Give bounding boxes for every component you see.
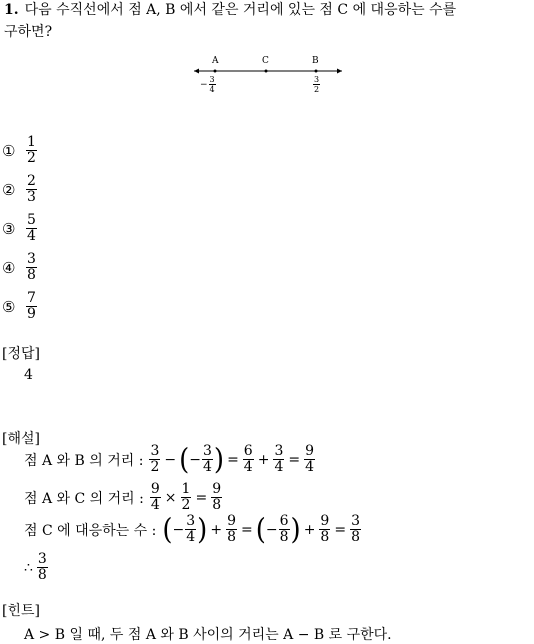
question-text-1: 다음 수직선에서 점 A, B 에서 같은 거리에 있는 점 C 에 대응하는 수를: [24, 2, 457, 18]
frac-den: 4: [186, 529, 196, 545]
frac-3-4: [273, 444, 284, 475]
frac-9-8: [319, 514, 330, 545]
point-a-fraction: [209, 75, 216, 94]
option-3[interactable]: [2, 213, 38, 244]
plus-sign: +: [257, 451, 270, 468]
option-1-den: 2: [27, 150, 36, 166]
frac-num: 3: [274, 443, 284, 459]
frac-9-8: [226, 514, 237, 545]
frac-num: 9: [320, 513, 330, 529]
point-c-dot: [265, 70, 268, 73]
point-b-dot: [315, 70, 318, 73]
frac-9-8: [211, 482, 222, 513]
left-arrow-icon: [194, 69, 199, 74]
frac-3-8: [37, 552, 48, 583]
point-b-fraction: [313, 75, 320, 94]
option-2[interactable]: [2, 174, 38, 205]
frac-num: 1: [181, 481, 191, 497]
frac-den: 8: [227, 529, 236, 545]
point-a-num: 3: [209, 75, 215, 84]
frac-3-8: [350, 514, 361, 545]
point-a-label: A: [212, 56, 219, 66]
frac-den: 8: [279, 529, 289, 545]
frac-6-4: [243, 444, 254, 475]
point-b-den: 2: [314, 85, 320, 94]
frac-num: 9: [305, 443, 315, 459]
option-3-den: 4: [27, 228, 36, 244]
option-3-fraction: [26, 213, 37, 244]
equals-sign: =: [195, 489, 208, 506]
frac-num: 3: [351, 513, 360, 529]
option-4-num: 3: [27, 251, 36, 267]
frac-num: 3: [37, 551, 47, 567]
right-arrow-icon: [337, 69, 342, 74]
option-2-fraction: [26, 174, 37, 205]
frac-3-4: [202, 444, 213, 475]
frac-1-2: [181, 482, 192, 513]
solution-line-4: [24, 552, 49, 583]
option-2-num: 2: [27, 173, 36, 189]
frac-den: 8: [351, 529, 360, 545]
frac-num: 3: [202, 443, 212, 459]
equals-sign: =: [334, 521, 347, 538]
solution-line-1-prefix: 점 A 와 B 의 거리 :: [24, 452, 144, 469]
option-3-num: 5: [27, 212, 36, 228]
solution-line-2-prefix: 점 A 와 C 의 거리 :: [24, 490, 144, 507]
left-paren: (: [179, 443, 190, 476]
solution-line-1: [24, 444, 316, 475]
right-paren: ): [290, 513, 301, 546]
frac-9-4: [304, 444, 315, 475]
frac-den: 8: [37, 567, 47, 583]
frac-den: 4: [305, 459, 315, 475]
frac-den: 2: [150, 459, 160, 475]
frac-den: 2: [181, 497, 191, 513]
right-paren: ): [213, 443, 225, 476]
right-paren: ): [197, 513, 208, 546]
frac-3-2: [149, 444, 160, 475]
frac-num: 9: [150, 481, 160, 497]
left-paren: (: [255, 513, 266, 546]
left-paren: (: [162, 513, 173, 546]
option-2-mark: ②: [2, 180, 16, 199]
frac-9-4: [150, 482, 161, 513]
frac-den: 4: [150, 497, 160, 513]
therefore-icon: ∴: [24, 559, 33, 576]
frac-num: 6: [279, 513, 289, 529]
point-b-value: [312, 75, 321, 94]
option-5-fraction: [26, 291, 37, 322]
equals-sign: =: [288, 451, 301, 468]
point-b-num: 3: [314, 75, 320, 84]
option-1-num: 1: [27, 134, 36, 150]
frac-den: 4: [202, 459, 212, 475]
option-4-mark: ④: [2, 258, 16, 277]
frac-den: 8: [212, 497, 222, 513]
times-sign: ×: [164, 489, 177, 506]
frac-den: 4: [274, 459, 284, 475]
minus-sign: −: [189, 451, 201, 468]
question-line-1: [4, 0, 456, 20]
option-4-den: 8: [27, 267, 36, 283]
option-5[interactable]: [2, 291, 38, 322]
minus-sign: −: [265, 521, 278, 538]
frac-num: 9: [227, 513, 236, 529]
frac-den: 4: [243, 459, 253, 475]
option-5-den: 9: [27, 306, 36, 322]
option-2-den: 3: [27, 189, 36, 205]
solution-line-2: [24, 482, 223, 513]
minus-sign: −: [172, 521, 185, 538]
option-1-fraction: [26, 135, 37, 166]
minus-sign: −: [164, 451, 177, 468]
question-number: 1.: [4, 2, 19, 18]
option-4-fraction: [26, 252, 37, 283]
solution-line-3-prefix: 점 C 에 대응하는 수 :: [24, 522, 157, 539]
frac-num: 6: [243, 443, 253, 459]
option-3-mark: ③: [2, 219, 16, 238]
frac-6-8: [279, 514, 290, 545]
hint-text: A > B 일 때, 두 점 A 와 B 사이의 거리는 A − B 로 구한다.: [24, 627, 392, 643]
option-5-mark: ⑤: [2, 297, 16, 316]
question-text-2: 구하면?: [4, 24, 53, 40]
hint-label: [힌트]: [2, 603, 40, 619]
frac-num: 9: [212, 481, 222, 497]
option-1-mark: ①: [2, 141, 16, 160]
option-5-num: 7: [27, 290, 36, 306]
point-a-den: 4: [209, 85, 215, 94]
option-1[interactable]: [2, 135, 38, 166]
point-c-label: C: [262, 56, 269, 66]
equals-sign: =: [227, 451, 239, 468]
solution-line-3: [24, 514, 362, 545]
point-b-label: B: [312, 56, 319, 66]
answer-value: 4: [24, 367, 33, 383]
point-a-sign: −: [200, 79, 208, 90]
answer-label: [정답]: [2, 346, 40, 362]
plus-sign: +: [303, 521, 316, 538]
frac-num: 3: [186, 513, 196, 529]
equals-sign: =: [240, 521, 253, 538]
plus-sign: +: [210, 521, 223, 538]
solution-label: [해설]: [2, 431, 40, 447]
point-a-dot: [214, 70, 217, 73]
point-a-value: [200, 75, 217, 94]
option-4[interactable]: [2, 252, 38, 283]
frac-den: 8: [320, 529, 330, 545]
frac-3-4: [185, 514, 196, 545]
frac-num: 3: [150, 443, 160, 459]
